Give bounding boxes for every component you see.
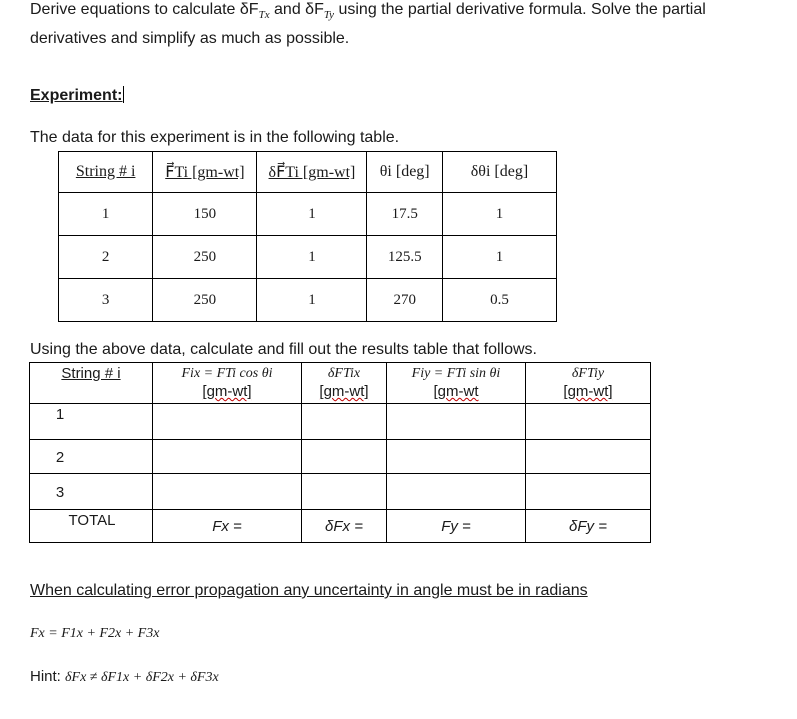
header-angle: θi [deg] [367,152,442,193]
text-cursor [123,86,124,103]
sum-equation: Fx = F1x + F2x + F3x [30,626,160,641]
results-row [30,404,651,440]
results-total-row [30,510,651,543]
results-table [29,362,651,543]
data-table-header-row [59,152,557,193]
results-header-dfiy [526,363,651,404]
results-row [30,440,651,474]
header-force: F⃗Ti [gm-wt] [153,152,257,193]
hint-equation: δFx ≠ δF1x + δF2x + δF3x [65,670,219,685]
dfiy-unit: [gm-wt] [563,383,613,400]
total-dfx[interactable]: δFx = [302,510,387,543]
experiment-heading [30,86,124,105]
results-header-dfix [302,363,387,404]
cell-string: 2 [59,236,153,279]
intro-sub-2: Ty [323,9,335,22]
results-cell[interactable] [153,474,302,510]
fiy-formula: Fiy = FTi sin θi [411,366,501,381]
dfix-label: δFTix [327,366,361,381]
cell-angle-unc: 1 [442,193,556,236]
results-cell[interactable] [153,440,302,474]
results-cell[interactable] [302,440,387,474]
cell-angle: 270 [367,279,442,322]
hint-label: Hint: [30,668,61,685]
dfix-unit: [gm-wt] [319,383,369,400]
cell-force-unc: 1 [257,279,367,322]
fiy-unit: [gm-wt [433,383,479,400]
fix-unit: [gm-wt] [202,383,252,400]
results-cell[interactable] [302,474,387,510]
results-table-intro: Using the above data, calculate and fill out the results table that follows. [30,341,537,358]
results-cell[interactable] [526,404,651,440]
data-table [58,151,557,322]
results-cell[interactable] [526,440,651,474]
radians-note: When calculating error propagation any uncertainty in angle must be in radians [30,582,588,599]
data-table-row [59,236,557,279]
total-label: TOTAL [30,510,153,543]
results-cell[interactable] [153,404,302,440]
header-string-num: String # i [59,152,153,193]
total-fy[interactable]: Fy = [387,510,526,543]
data-table-row [59,193,557,236]
results-header-fix [153,363,302,404]
intro-paragraph [30,0,790,51]
intro-text-3: using the partial derivative formula. Solve the partial [334,1,706,18]
results-cell[interactable] [387,474,526,510]
intro-line-2: derivatives and simplify as much as possible. [30,30,350,48]
cell-force: 250 [153,279,257,322]
cell-force-unc: 1 [257,193,367,236]
cell-force-unc: 1 [257,236,367,279]
hint [30,668,219,686]
data-table-intro: The data for this experiment is in the following table. [30,129,400,146]
total-fx[interactable]: Fx = [153,510,302,543]
intro-sub-1: Tx [258,9,270,22]
intro-text-1: Derive equations to calculate δF [30,1,259,18]
header-angle-uncertainty: δθi [deg] [442,152,556,193]
cell-angle: 17.5 [367,193,442,236]
results-header-fiy [387,363,526,404]
dfiy-label: δFTiy [571,366,605,381]
header-force-uncertainty: δF⃗Ti [gm-wt] [257,152,367,193]
results-header-row [30,363,651,404]
results-cell[interactable] [302,404,387,440]
results-cell[interactable] [387,404,526,440]
results-row-label: 1 [30,404,153,440]
cell-force: 150 [153,193,257,236]
results-row [30,474,651,510]
intro-line-1 [30,0,790,27]
experiment-heading-text: Experiment: [30,87,123,104]
data-table-row [59,279,557,322]
total-dfy[interactable]: δFy = [526,510,651,543]
results-header-string: String # i [30,363,153,404]
results-cell[interactable] [387,440,526,474]
results-cell[interactable] [526,474,651,510]
cell-angle-unc: 0.5 [442,279,556,322]
fix-formula: Fix = FTi cos θi [181,366,273,381]
results-row-label: 2 [30,440,153,474]
results-row-label: 3 [30,474,153,510]
cell-string: 1 [59,193,153,236]
cell-angle: 125.5 [367,236,442,279]
cell-force: 250 [153,236,257,279]
cell-angle-unc: 1 [442,236,556,279]
intro-text-2: and δF [269,1,324,18]
cell-string: 3 [59,279,153,322]
